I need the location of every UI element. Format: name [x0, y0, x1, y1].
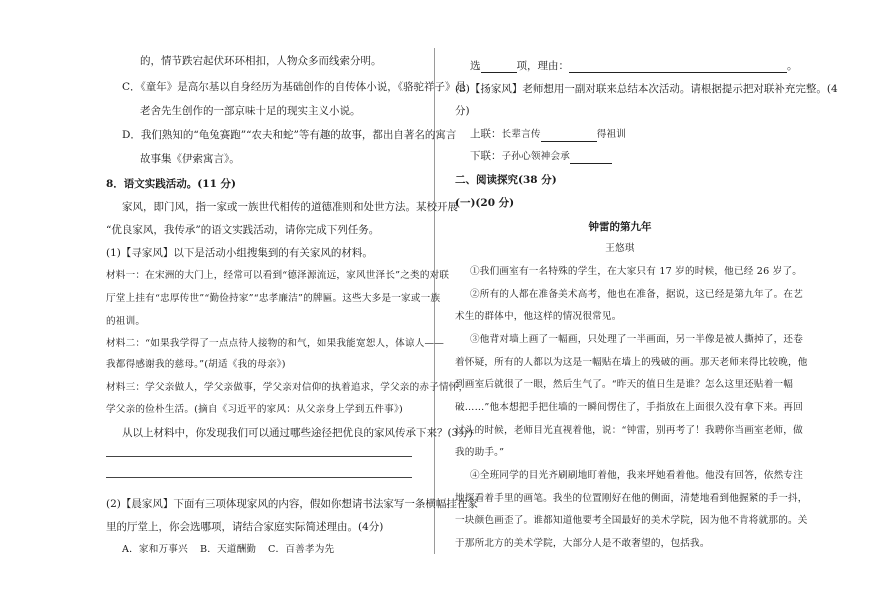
option-d-line2: 故事集《伊索寓言》。 [140, 153, 240, 165]
paragraph-3-line6: 我的助手。” [455, 447, 505, 458]
paragraph-4-line4: 于那所北方的美术学院，大部分人是不敢奢望的，包括我。 [455, 538, 710, 549]
paragraph-3-line3: 到画室后就很了一眼，然后生气了。“昨天的值日生是谁？怎么这里还贴着一幅 [455, 379, 794, 390]
answer-line-1[interactable] [106, 456, 412, 457]
paragraph-4-line3: 一块颜色画歪了。谁都知道他要考全国最好的美术学院，因为他不肯将就那的。关 [455, 515, 808, 526]
option-b-continuation: 的，情节跌宕起伏环环相扣，人物众多而线索分明。 [140, 55, 382, 67]
material-3-line2: 学父亲的俭朴生活。(摘自《习近平的家风：从父亲身上学到五件事》) [106, 404, 403, 415]
task-2-line1: (2)【晨家风】下面有三项体现家风的内容，假如你想请书法家写一条横幅挂在家 [106, 498, 478, 510]
material-1-line2: 厅堂上挂有“忠厚传世”“勤俭持家”“忠孝廉洁”的牌匾。这些大多是一家或一族 [106, 293, 441, 304]
paragraph-3-line4: 破……”他本想把手把住墙的一瞬间愣住了，手指放在上面很久没有拿下来。再回 [455, 402, 803, 413]
material-2-line2: 我都得感谢我的慈母。”(胡适《我的母亲》) [106, 359, 286, 370]
material-1-line1: 材料一：在宋洲的大门上，经常可以看到“德泽源流远，家风世泽长”之类的对联 [106, 270, 450, 281]
paragraph-4-line1: ④全班同学的目光齐刷刷地盯着他，我来坪她看着他。他没有回答，依然专注 [470, 470, 803, 481]
task-1-question: 从以上材料中，你发现我们可以通过哪些途径把优良的家风传承下来？(3分) [122, 427, 473, 439]
paragraph-3-line2: 着怀疑，所有的人都以为这是一幅贴在墙上的残破的画。那天老师来得比较晚，他 [455, 357, 808, 368]
couplet-upper-end: 得祖训 [596, 129, 627, 140]
option-c: C．百善孝为先 [268, 544, 335, 555]
task-3-line2: 分) [455, 105, 470, 117]
material-1-line3: 的祖训。 [106, 316, 146, 327]
article-title: 钟雷的第九年 [588, 221, 652, 233]
task-1-title: (1)【寻家风】以下是活动小组搜集到的有关家风的材料。 [106, 247, 373, 259]
option-b: B．天道酬勤 [200, 544, 257, 555]
couplet-lower [470, 149, 612, 164]
paragraph-3-line5: 过头的时候，老师目光直视着他，说：“钟雷，别再考了！我聘你当画室老师，做 [455, 425, 803, 436]
question-8-title: 8．语文实践活动。(11 分) [106, 178, 237, 190]
couplet-upper-text: 长辈言传 [501, 129, 541, 140]
material-2-line1: 材料二：“如果我学得了一点点待人接物的和气，如果我能宽恕人，体谅人—— [106, 338, 445, 349]
option-d-line1: D．我们熟知的“龟兔赛跑”“农夫和蛇”等有趣的故事，都出自著名的寓言 [122, 129, 457, 141]
subsection-1-title: (一)(20 分) [455, 197, 515, 209]
choice-blank[interactable] [481, 61, 517, 73]
couplet-upper-blank[interactable] [541, 130, 597, 142]
article-author: 王悠琪 [605, 243, 635, 254]
choice-prefix: 选 [470, 60, 481, 72]
paragraph-2-line1: ②所有的人都在准备美术高考，他也在准备，据说，这已经是第九年了。在艺 [470, 289, 803, 300]
option-c-line1: C．《童年》是高尔基以自身经历为基础创作的自传体小说，《骆驼祥子》是 [122, 81, 467, 93]
paragraph-1: ①我们画室有一名特殊的学生，在大家只有 17 岁的时候，他已经 26 岁了。 [470, 266, 803, 277]
paragraph-2-line2: 术生的群体中，他这样的情况很常见。 [455, 311, 622, 322]
option-a: A．家和万事兴 [122, 544, 188, 555]
intro-line1: 家风，即门风，指一家或一族世代相传的道德准则和处世方法。某校开展 [122, 201, 458, 213]
choice-middle: 项，理由： [516, 60, 569, 72]
section-2-title: 二、阅读探究(38 分) [455, 174, 557, 186]
paragraph-4-line2: 地探看着手里的画笔。我坐的位置刚好在他的侧面，清楚地看到他握紧的手一抖， [455, 493, 808, 504]
couplet-upper [470, 127, 626, 142]
couplet-lower-blank[interactable] [570, 152, 612, 164]
answer-line-2[interactable] [106, 477, 412, 478]
material-3-line1: 材料三：学父亲做人，学父亲做事，学父亲对信仰的执着追求，学父亲的赤子情怀， [106, 382, 469, 393]
task-2-line2: 里的厅堂上，你会选哪项，请结合家庭实际简述理由。(4分) [106, 521, 384, 533]
paragraph-3-line1: ③他背对墙上画了一幅画，只处理了一半画面，另一半像是被人撕掉了，还卷 [470, 334, 803, 345]
couplet-upper-label: 上联： [470, 128, 502, 140]
intro-line2: “优良家风，我传承”的语文实践活动，请你完成下列任务。 [106, 224, 380, 236]
couplet-lower-text: 子孙心领神会承 [501, 151, 571, 162]
reason-blank[interactable] [569, 61, 787, 73]
task-3-line1: (3)【扬家风】老师想用一副对联来总结本次活动。请根据提示把对联补充完整。(4 [455, 83, 838, 95]
choice-line [470, 59, 798, 73]
couplet-lower-label: 下联： [470, 150, 502, 162]
option-c-line2: 老舍先生创作的一部京味十足的现实主义小说。 [140, 105, 361, 117]
choice-end: 。 [787, 60, 798, 72]
